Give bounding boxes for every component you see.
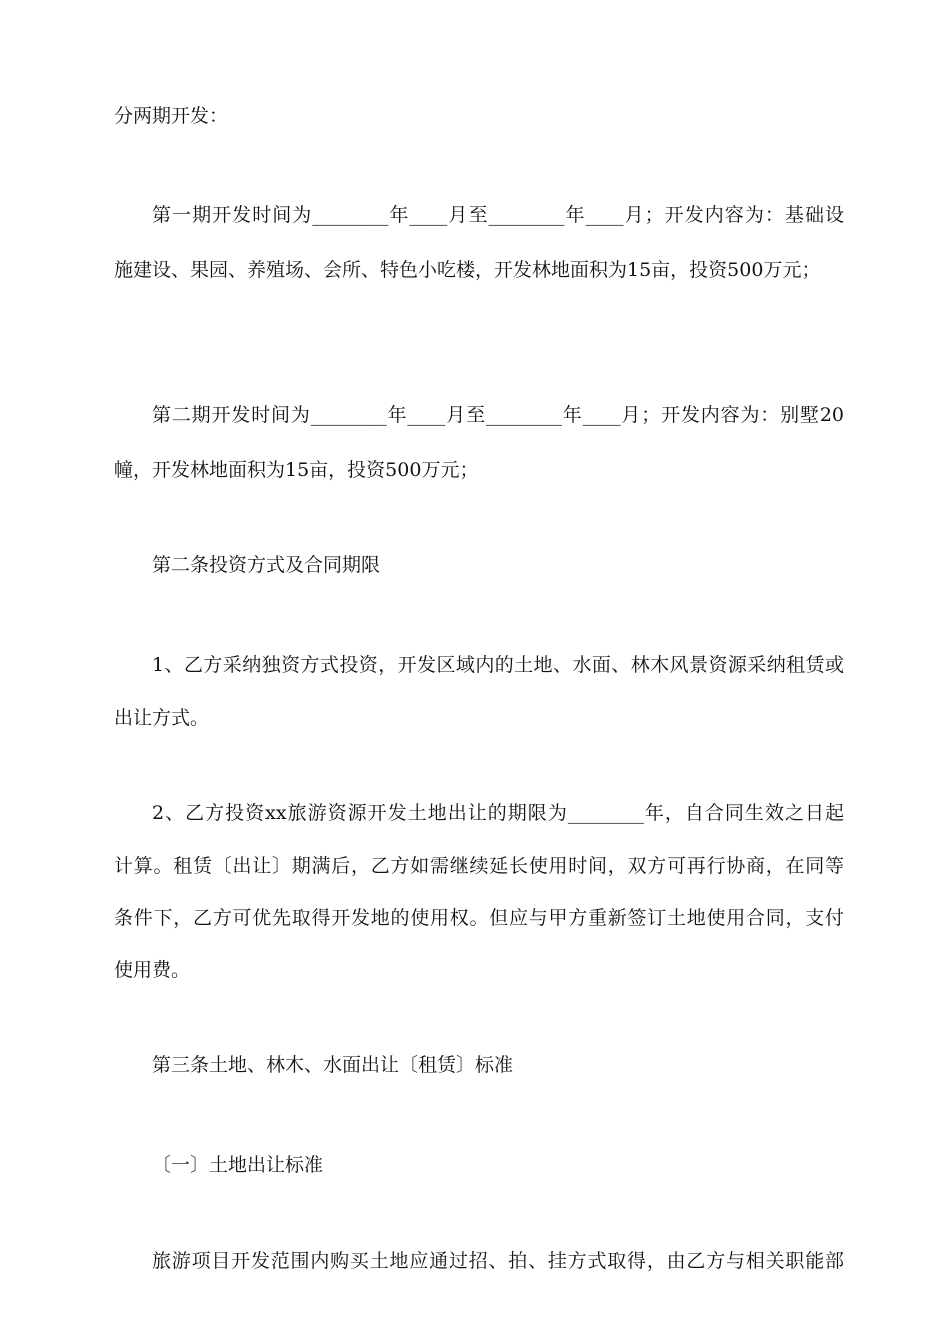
phase-one-line-1: 第一期开发时间为________年____月至________年____月；开发内容为：基础设 xyxy=(152,204,844,226)
phase-two-line-1: 第二期开发时间为________年____月至________年____月；开发内容为：别墅20 xyxy=(152,404,844,426)
clause-2-line-4: 使用费。 xyxy=(114,959,191,981)
clause-2-line-2: 计算。租赁〔出让〕期满后，乙方如需继续延长使用时间，双方可再行协商，在同等 xyxy=(114,855,844,877)
clause-1-line-1: 1、乙方采纳独资方式投资，开发区域内的土地、水面、林木风景资源采纳租赁或 xyxy=(152,654,844,676)
article-two-heading: 第二条投资方式及合同期限 xyxy=(152,554,381,576)
section-one-heading: 〔一〕土地出让标准 xyxy=(152,1154,324,1176)
clause-2-line-3: 条件下，乙方可优先取得开发地的使用权。但应与甲方重新签订土地使用合同，支付 xyxy=(114,907,844,929)
clause-1-line-2: 出让方式。 xyxy=(114,707,210,729)
section-one-line-1: 旅游项目开发范围内购买土地应通过招、拍、挂方式取得，由乙方与相关职能部 xyxy=(152,1250,844,1272)
clause-2-line-1: 2、乙方投资xx旅游资源开发土地出让的期限为________年，自合同生效之日起 xyxy=(152,802,844,824)
paragraph-intro: 分两期开发： xyxy=(114,105,229,127)
phase-one-line-2: 施建设、果园、养殖场、会所、特色小吃楼，开发林地面积为15亩，投资500万元； xyxy=(114,259,821,281)
article-three-heading: 第三条土地、林木、水面出让〔租赁〕标准 xyxy=(152,1054,514,1076)
phase-two-line-2: 幢，开发林地面积为15亩，投资500万元； xyxy=(114,459,479,481)
